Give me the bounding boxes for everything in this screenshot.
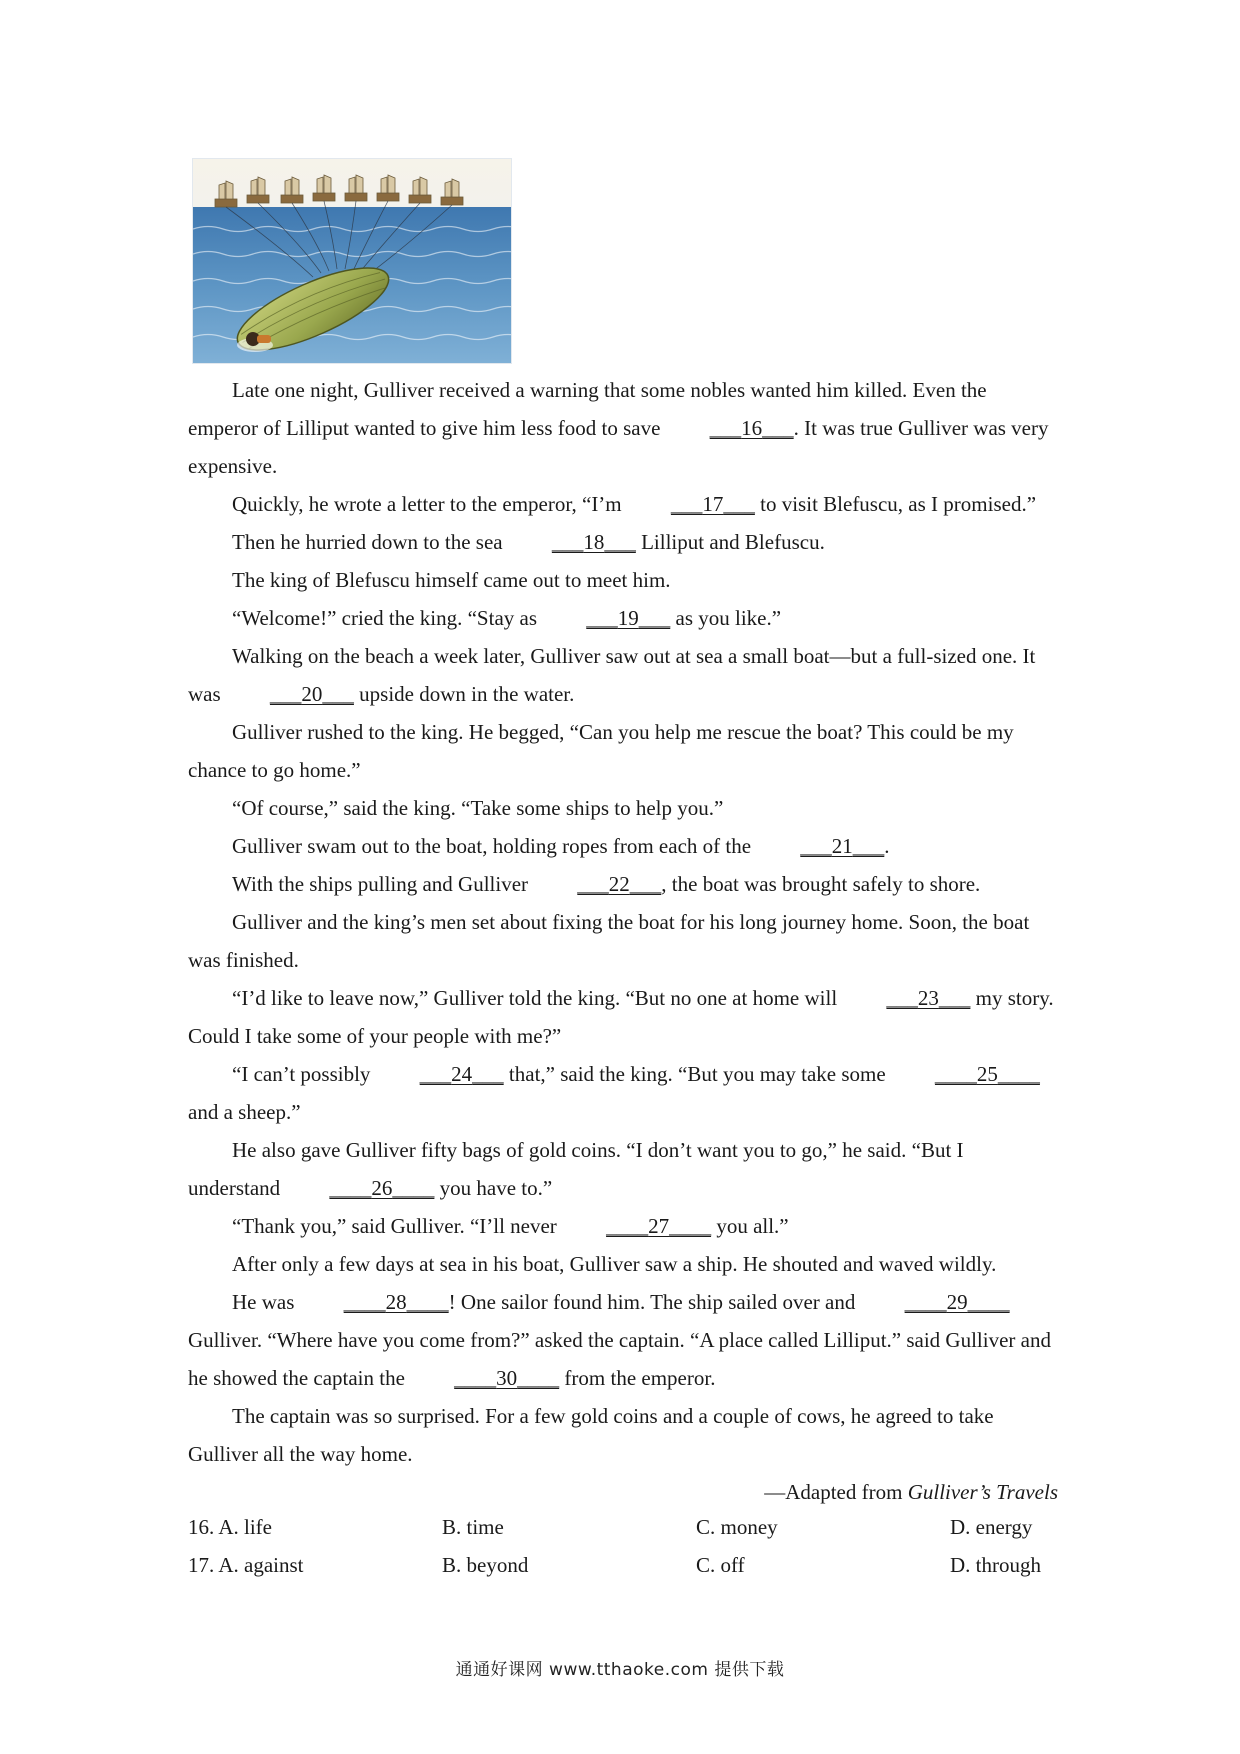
paragraph: With the ships pulling and Gulliver ___22___, the boat was brought safely to shore. — [188, 865, 1058, 903]
paragraph: “Of course,” said the king. “Take some ships to help you.” — [232, 796, 724, 820]
option-16-c: C. money — [696, 1515, 778, 1539]
page-footer: 通通好课网 www.tthaoke.com 提供下载 — [455, 1660, 785, 1680]
option-16-b: B. time — [442, 1515, 504, 1539]
blank-25: ____25____ — [934, 1062, 1040, 1086]
paragraph: Quickly, he wrote a letter to the emperor, “I’m ___17___ to visit Blefuscu, as I promised.” — [188, 485, 1058, 523]
option-17-a: 17. A. against — [188, 1553, 304, 1577]
blank-26: ____26____ — [329, 1176, 435, 1200]
paragraph: Late one night, Gulliver received a warning that some nobles wanted him killed. Even the emperor of Lilliput wanted to give him less food to save ___16___. It was true Gulliver was very expensive. — [188, 378, 1049, 478]
paragraph: After only a few days at sea in his boat, Gulliver saw a ship. He shouted and waved wildly. — [232, 1252, 997, 1276]
paragraph: Then he hurried down to the sea ___18___ Lilliput and Blefuscu. — [188, 523, 1058, 561]
blank-18: ___18___ — [551, 530, 636, 554]
paragraph: “I’d like to leave now,” Gulliver told the king. “But no one at home will ___23___ my story. Could I take some of your people with me?” — [188, 979, 1058, 1055]
blank-16: ___16___ — [709, 416, 794, 440]
option-16-a: 16. A. life — [188, 1515, 272, 1539]
blank-21: ___21___ — [800, 834, 885, 858]
blank-23: ___23___ — [886, 986, 971, 1010]
blank-20: ___20___ — [269, 682, 354, 706]
blank-24: ___24___ — [419, 1062, 504, 1086]
blank-30: ____30____ — [454, 1366, 560, 1390]
option-row-17 — [188, 1546, 1068, 1584]
paragraph: Walking on the beach a week later, Gulliver saw out at sea a small boat—but a full-sized one. It was ___20___ upside down in the water. — [188, 637, 1058, 713]
source-attribution: —Adapted from Gulliver’s Travels — [764, 1480, 1058, 1504]
option-16-d: D. energy — [950, 1515, 1033, 1539]
source-title: Gulliver’s Travels — [907, 1480, 1058, 1504]
paragraph: The captain was so surprised. For a few gold coins and a couple of cows, he agreed to take Gulliver all the way home. — [188, 1404, 994, 1466]
blank-28: ____28____ — [343, 1290, 449, 1314]
gulliver-boat-illustration — [192, 158, 512, 364]
paragraph: Gulliver rushed to the king. He begged, “Can you help me rescue the boat? This could be my chance to go home.” — [188, 720, 1014, 782]
option-row-16 — [188, 1508, 1068, 1546]
paragraph: He also gave Gulliver fifty bags of gold coins. “I don’t want you to go,” he said. “But I understand ____26____ you have to.” — [188, 1131, 1058, 1207]
blank-29: ____29____ — [904, 1290, 1010, 1314]
blank-22: ___22___ — [577, 872, 662, 896]
option-17-b: B. beyond — [442, 1553, 529, 1577]
paragraph: The king of Blefuscu himself came out to meet him. — [232, 568, 671, 592]
cloze-passage — [188, 371, 1058, 1511]
paragraph: Gulliver and the king’s men set about fixing the boat for his long journey home. Soon, the boat was finished. — [188, 910, 1030, 972]
blank-27: ____27____ — [606, 1214, 712, 1238]
paragraph: “Thank you,” said Gulliver. “I’ll never ____27____ you all.” — [188, 1207, 1058, 1245]
paragraph: “Welcome!” cried the king. “Stay as ___19___ as you like.” — [188, 599, 1058, 637]
blank-19: ___19___ — [586, 606, 671, 630]
answer-options — [188, 1508, 1068, 1584]
blank-17: ___17___ — [670, 492, 755, 516]
paragraph: He was ____28____! One sailor found him. The ship sailed over and ____29____ Gulliver. “Where have you come from?” asked the captain. “A place called Lilliput.” said Gulliver and he showed the captain the ____30____ from the emperor. — [188, 1283, 1058, 1397]
option-17-c: C. off — [696, 1553, 745, 1577]
boat-and-ships-illustration — [193, 159, 511, 363]
paragraph: Gulliver swam out to the boat, holding ropes from each of the ___21___. — [188, 827, 1058, 865]
option-17-d: D. through — [950, 1553, 1041, 1577]
paragraph: “I can’t possibly ___24___ that,” said the king. “But you may take some ____25____ and a sheep.” — [188, 1055, 1058, 1131]
